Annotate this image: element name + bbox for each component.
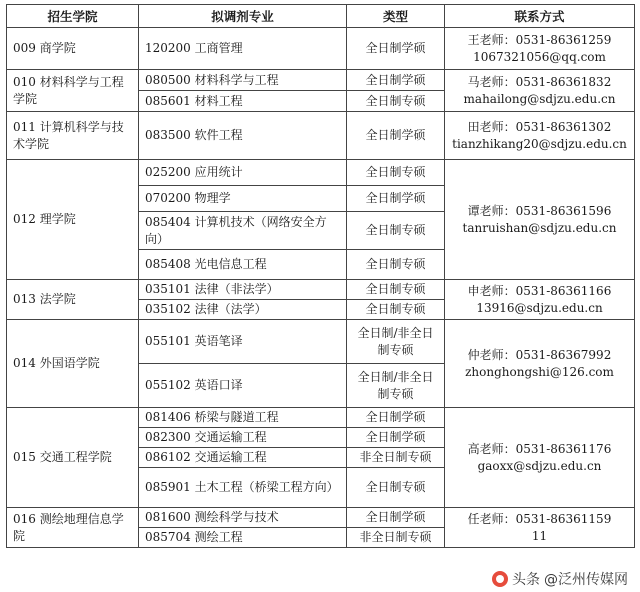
college-cell: 009 商学院 — [7, 28, 139, 70]
type-cell: 全日制专硕 — [347, 300, 445, 320]
major-cell — [139, 300, 347, 320]
header-type: 类型 — [347, 5, 445, 28]
college-cell: 011 计算机科学与技术学院 — [7, 112, 139, 160]
major-code: 070200 — [145, 191, 191, 205]
major-code: 083500 — [145, 128, 191, 142]
major-cell — [139, 468, 347, 508]
major-code: 055101 — [145, 334, 191, 348]
type-cell: 全日制学硕 — [347, 186, 445, 212]
type-cell: 全日制专硕 — [347, 212, 445, 250]
major-name: 英语口译 — [194, 378, 243, 392]
major-cell — [139, 160, 347, 186]
contact-cell — [445, 320, 635, 408]
contact-cell — [445, 160, 635, 280]
major-code: 080500 — [145, 72, 191, 87]
college-cell: 012 理学院 — [7, 160, 139, 280]
contact-phone: 王老师：0531-86361259 — [467, 32, 612, 47]
contact-email: tianzhikang20@sdjzu.edu.cn — [452, 136, 627, 151]
contact-email: zhonghongshi@126.com — [465, 364, 614, 379]
major-cell — [139, 408, 347, 428]
major-code: 055102 — [145, 378, 191, 392]
contact-cell — [445, 70, 635, 112]
type-cell: 全日制/非全日制专硕 — [347, 320, 445, 364]
contact-email: tanruishan@sdjzu.edu.cn — [462, 220, 617, 235]
major-name: 测绘工程 — [194, 530, 243, 544]
major-cell — [139, 508, 347, 528]
contact-email: gaoxx@sdjzu.edu.cn — [477, 458, 602, 473]
college-cell: 015 交通工程学院 — [7, 408, 139, 508]
major-code: 085901 — [145, 480, 191, 494]
header-contact: 联系方式 — [445, 5, 635, 28]
watermark-name: @泛州传媒网 — [544, 572, 628, 588]
major-name: 测绘科学与技术 — [194, 510, 279, 524]
type-cell: 非全日制专硕 — [347, 448, 445, 468]
table-row — [7, 70, 635, 91]
contact-email: 11 — [531, 528, 548, 543]
major-cell — [139, 91, 347, 112]
watermark — [488, 568, 632, 590]
major-name: 工商管理 — [194, 41, 243, 55]
major-code: 081600 — [145, 510, 191, 524]
toutiao-logo-icon — [492, 571, 508, 587]
major-name: 软件工程 — [194, 128, 243, 142]
major-code: 086102 — [145, 450, 191, 464]
table-row — [7, 160, 635, 186]
type-cell: 全日制学硕 — [347, 70, 445, 91]
type-cell: 全日制专硕 — [347, 160, 445, 186]
major-cell — [139, 212, 347, 250]
contact-email: mahailong@sdjzu.edu.cn — [463, 91, 616, 106]
table-row — [7, 28, 635, 70]
watermark-prefix: 头条 — [512, 572, 540, 588]
table-row — [7, 408, 635, 428]
major-name: 法律（法学） — [194, 302, 267, 316]
contact-cell — [445, 408, 635, 508]
type-cell: 全日制专硕 — [347, 468, 445, 508]
major-name: 土木工程（桥梁工程方向） — [194, 480, 339, 494]
type-cell: 全日制专硕 — [347, 91, 445, 112]
major-name: 材料工程 — [194, 93, 243, 108]
major-code: 035102 — [145, 302, 191, 316]
major-name: 物理学 — [194, 191, 231, 205]
contact-cell — [445, 508, 635, 548]
type-cell: 全日制学硕 — [347, 28, 445, 70]
contact-phone: 高老师：0531-86361176 — [467, 441, 612, 456]
major-code: 120200 — [145, 41, 191, 55]
major-cell — [139, 428, 347, 448]
major-cell — [139, 448, 347, 468]
major-cell — [139, 280, 347, 300]
major-cell — [139, 250, 347, 280]
type-cell: 非全日制专硕 — [347, 528, 445, 548]
type-cell: 全日制学硕 — [347, 428, 445, 448]
type-cell: 全日制学硕 — [347, 112, 445, 160]
major-cell — [139, 320, 347, 364]
type-cell: 全日制专硕 — [347, 250, 445, 280]
major-code: 085408 — [145, 257, 191, 271]
major-name: 应用统计 — [194, 165, 243, 179]
adjustment-table — [6, 4, 635, 548]
major-code: 085704 — [145, 530, 191, 544]
major-code: 082300 — [145, 430, 191, 444]
college-cell: 010 材料科学与工程学院 — [7, 70, 139, 112]
contact-phone: 任老师：0531-86361159 — [467, 511, 612, 526]
type-cell: 全日制/非全日制专硕 — [347, 364, 445, 408]
major-cell — [139, 28, 347, 70]
contact-email: 13916@sdjzu.edu.cn — [476, 300, 603, 315]
college-cell: 014 外国语学院 — [7, 320, 139, 408]
major-name: 计算机技术（网络安全方向） — [145, 214, 327, 246]
major-code: 081406 — [145, 410, 191, 424]
major-name: 桥梁与隧道工程 — [194, 410, 279, 424]
table-row — [7, 320, 635, 364]
major-name: 交通运输工程 — [194, 430, 267, 444]
header-college: 招生学院 — [7, 5, 139, 28]
table-body — [7, 28, 635, 548]
major-code: 035101 — [145, 282, 191, 296]
major-cell — [139, 364, 347, 408]
major-name: 材料科学与工程 — [194, 72, 279, 87]
contact-cell — [445, 28, 635, 70]
contact-cell — [445, 112, 635, 160]
major-code: 085404 — [145, 214, 191, 229]
contact-email: 1067321056@qq.com — [473, 49, 606, 64]
type-cell: 全日制学硕 — [347, 408, 445, 428]
major-name: 交通运输工程 — [194, 450, 267, 464]
major-code: 085601 — [145, 93, 191, 108]
major-name: 英语笔译 — [194, 334, 243, 348]
major-cell — [139, 186, 347, 212]
contact-cell — [445, 280, 635, 320]
table-row — [7, 280, 635, 300]
major-code: 025200 — [145, 165, 191, 179]
major-cell — [139, 70, 347, 91]
type-cell: 全日制学硕 — [347, 508, 445, 528]
type-cell: 全日制专硕 — [347, 280, 445, 300]
contact-phone: 谭老师：0531-86361596 — [467, 203, 612, 218]
header-major: 拟调剂专业 — [139, 5, 347, 28]
college-cell: 016 测绘地理信息学院 — [7, 508, 139, 548]
contact-phone: 田老师：0531-86361302 — [467, 119, 612, 134]
major-cell — [139, 112, 347, 160]
table-row — [7, 112, 635, 160]
table-row — [7, 508, 635, 528]
major-name: 法律（非法学） — [194, 282, 279, 296]
contact-phone: 马老师：0531-86361832 — [467, 74, 612, 89]
header-row — [7, 5, 635, 28]
major-cell — [139, 528, 347, 548]
contact-phone: 申老师：0531-86361166 — [467, 283, 612, 298]
major-name: 光电信息工程 — [194, 257, 267, 271]
college-cell: 013 法学院 — [7, 280, 139, 320]
contact-phone: 仲老师：0531-86367992 — [467, 347, 612, 362]
